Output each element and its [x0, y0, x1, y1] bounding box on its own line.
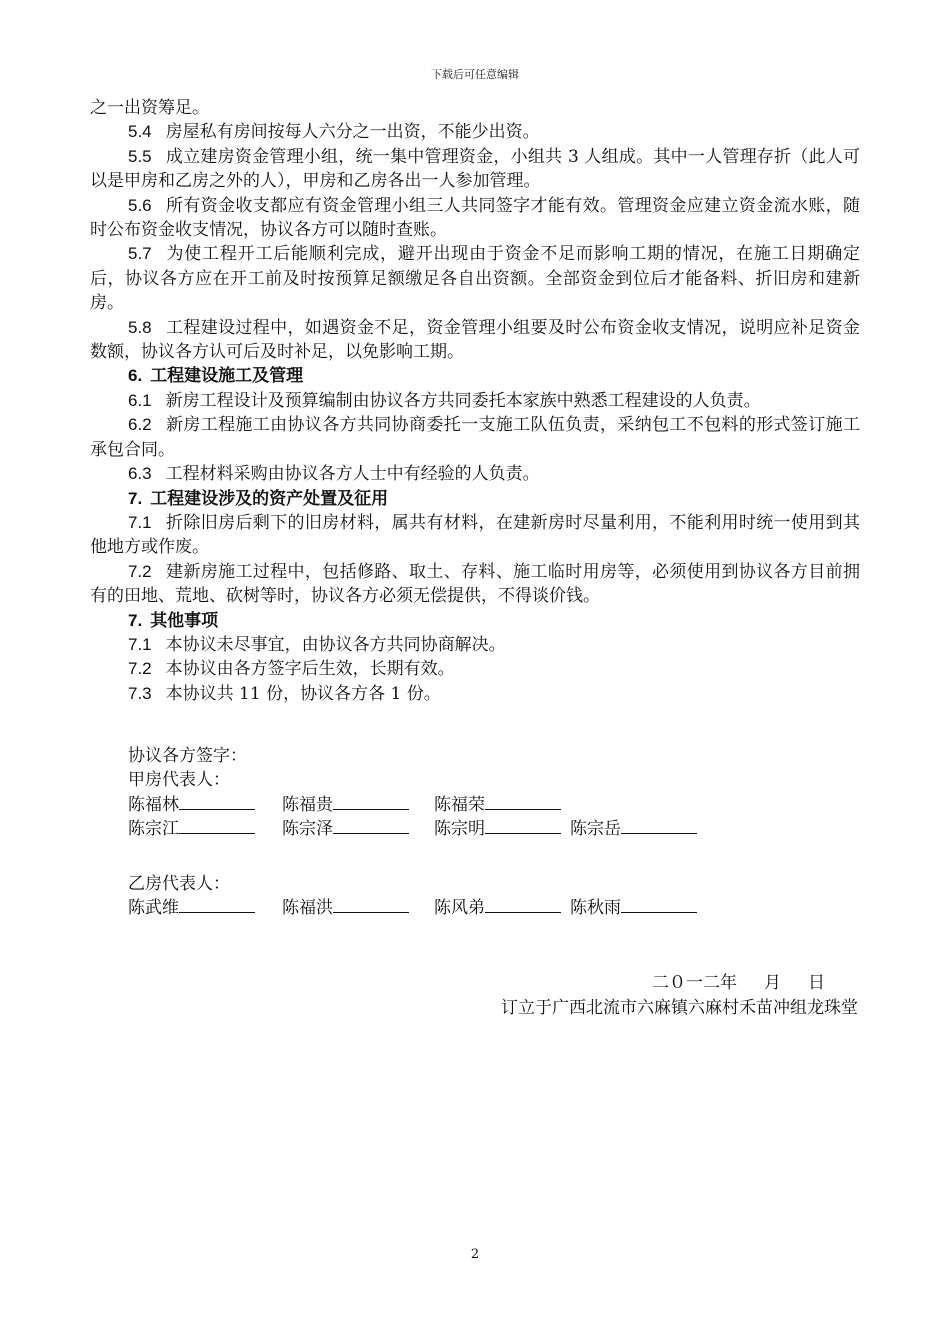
signature-entry: [128, 896, 282, 920]
clause-text: 所有资金收支都应有资金管理小组三人共同签字才能有效。管理资金应建立资金流水账，随时公布资金收支情况，协议各方可以随时查账。: [90, 195, 860, 241]
signer-name: 陈宗岳: [570, 819, 621, 840]
clause-text: 建新房施工过程中，包括修路、取土、存料、施工临时用房等，必须使用到协议各方目前拥有的田地、荒地、砍树等时，协议各方必须无偿提供，不得谈价钱。: [90, 561, 860, 607]
signer-name: 陈福贵: [282, 794, 333, 815]
heading-text: 工程建设施工及管理: [150, 366, 304, 387]
clause-text: 本协议共 11 份，协议各方各 1 份。: [165, 683, 441, 704]
clause-text: 工程建设过程中，如遇资金不足，资金管理小组要及时公布资金收支情况，说明应补足资金数额，协议各方认可后及时补足，以免影响工期。: [90, 317, 860, 363]
signature-line: [485, 793, 561, 810]
clause-number: 7.1: [128, 512, 152, 532]
party-b-label: 乙房代表人：: [128, 874, 230, 894]
signer-name: 陈宗明: [434, 819, 485, 840]
signature-entry: [570, 817, 730, 841]
clause-number: 5.5: [128, 146, 152, 166]
page-header: 下载后可任意编辑: [431, 68, 519, 81]
signature-line: [179, 793, 255, 810]
clause-number: 5.7: [128, 244, 152, 264]
party-b-signatures: [128, 896, 730, 920]
signature-entry: [434, 896, 570, 920]
clause-paragraph: [90, 511, 860, 560]
clause-number: 7.2: [128, 561, 152, 581]
clause-number: 6.1: [128, 390, 152, 410]
clause-paragraph: [90, 657, 860, 681]
signing-date: 二０一二年 月 日: [652, 973, 826, 993]
clause-number: 6.3: [128, 464, 152, 484]
party-a-signatures: [128, 793, 730, 842]
clause-number: 6.2: [128, 415, 152, 435]
signature-entry: [434, 793, 570, 817]
clause-number: 7.: [128, 610, 143, 630]
signature-line: [621, 896, 697, 913]
clause-text: 房屋私有房间按每人六分之一出资，不能少出资。: [165, 122, 540, 143]
signature-section: [128, 744, 730, 842]
clause-paragraph: [90, 389, 860, 413]
signature-row: [128, 817, 730, 841]
page-number: 2: [470, 1247, 480, 1262]
signature-line: [485, 896, 561, 913]
clause-paragraph: [90, 633, 860, 657]
signer-name: 陈武维: [128, 898, 179, 919]
signature-entry: [282, 896, 434, 920]
signature-line: [179, 817, 255, 834]
heading-text: 其他事项: [150, 610, 219, 631]
clause-paragraph: [90, 413, 860, 462]
section-heading: [90, 609, 860, 633]
signature-entry: [282, 793, 434, 817]
clause-paragraph: [90, 462, 860, 486]
signer-name: 陈福洪: [282, 898, 333, 919]
signature-title: 协议各方签字：: [128, 746, 247, 766]
signature-entry: [282, 817, 434, 841]
clause-number: 7.2: [128, 659, 152, 679]
section-heading: [90, 364, 860, 388]
clause-text: 工程材料采购由协议各方人士中有经验的人负责。: [165, 464, 540, 485]
signature-row: [128, 896, 730, 920]
signer-name: 陈福林: [128, 794, 179, 815]
clause-paragraph: [90, 682, 860, 706]
signature-row: [128, 793, 730, 817]
clause-paragraph: [90, 560, 860, 609]
clause-text: 新房工程设计及预算编制由协议各方共同委托本家族中熟悉工程建设的人负责。: [165, 390, 761, 411]
party-a-label: 甲房代表人：: [128, 770, 230, 791]
clause-text: 为使工程开工后能顺利完成，避开出现由于资金不足而影响工期的情况，在施工日期确定后，协议各方应在开工前及时按预算足额缴足各自出资额。全部资金到位后才能备料、折旧房和建新房。: [90, 244, 860, 314]
clause-text: 折除旧房后剩下的旧房材料，属共有材料，在建新房时尽量利用，不能利用时统一使用到其他地方或作废。: [90, 512, 860, 558]
signature-entry: [128, 793, 282, 817]
paragraph-text: 之一出资筹足。: [90, 98, 209, 118]
clause-paragraph: [90, 145, 860, 194]
clause-text: 成立建房资金管理小组，统一集中管理资金，小组共 3 人组成。其中一人管理存折（此人可以是甲房和乙房之外的人），甲房和乙房各出一人参加管理。: [90, 146, 860, 192]
party-b-section: [128, 872, 730, 921]
signature-line: [333, 793, 409, 810]
signer-name: 陈宗泽: [282, 819, 333, 840]
signer-name: 陈秋雨: [570, 898, 621, 919]
clause-text: 新房工程施工由协议各方共同协商委托一支施工队伍负责，采纳包工不包料的形式签订施工承包合同。: [90, 415, 860, 460]
clause-paragraph: [90, 316, 860, 365]
signer-name: 陈福荣: [434, 794, 485, 815]
clause-number: 7.1: [128, 634, 152, 654]
signature-line: [179, 896, 255, 913]
agreement-body: [90, 96, 860, 706]
signing-place: 订立于广西北流市六麻镇六麻村禾苗冲组龙珠堂: [501, 998, 858, 1018]
clause-text: 本协议未尽事宜，由协议各方共同协商解决。: [165, 634, 506, 655]
clause-number: 7.3: [128, 683, 152, 703]
clause-paragraph: [90, 194, 860, 243]
section-heading: [90, 487, 860, 511]
paragraph-continuation: [90, 96, 860, 120]
clause-paragraph: [90, 120, 860, 144]
clause-number: 5.8: [128, 317, 152, 337]
clause-text: 本协议由各方签字后生效，长期有效。: [165, 659, 455, 680]
signature-line: [485, 817, 561, 834]
signature-line: [621, 817, 697, 834]
clause-paragraph: [90, 242, 860, 315]
signature-line: [333, 817, 409, 834]
clause-number: 5.4: [128, 122, 152, 142]
signature-entry: [434, 817, 570, 841]
signature-entry: [570, 896, 730, 920]
heading-text: 工程建设涉及的资产处置及征用: [150, 488, 389, 509]
clause-number: 6.: [128, 366, 143, 386]
signature-entry: [128, 817, 282, 841]
signer-name: 陈宗江: [128, 819, 179, 840]
clause-number: 7.: [128, 488, 143, 508]
signature-line: [333, 896, 409, 913]
signer-name: 陈风弟: [434, 898, 485, 919]
clause-number: 5.6: [128, 195, 152, 215]
